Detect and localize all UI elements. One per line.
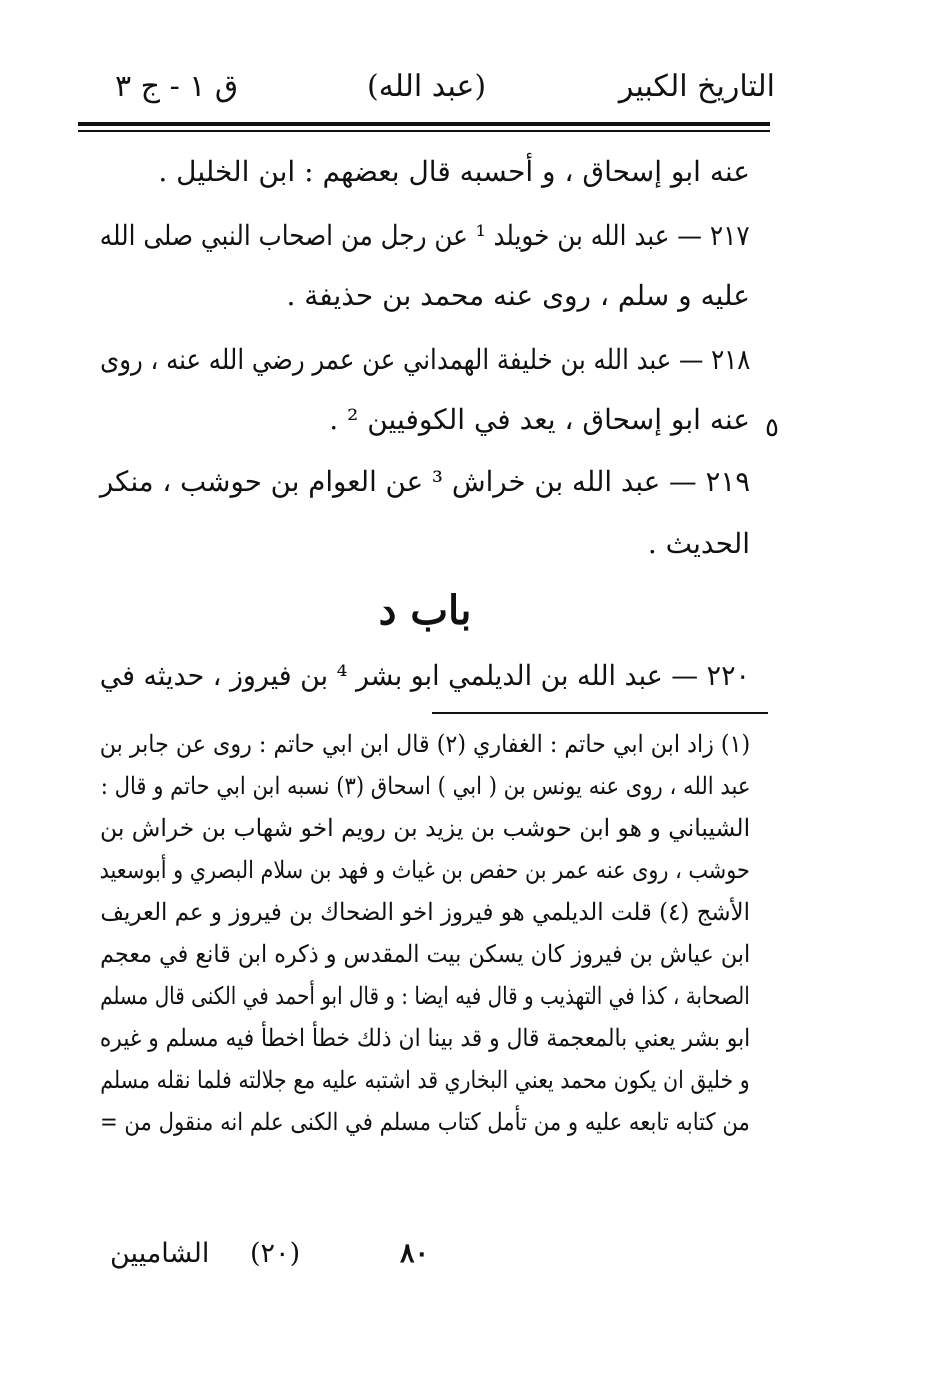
header-volume-ref: ق ١ - ج ٣ — [115, 69, 239, 104]
footnote-line: الأشج (٤) قلت الديلمي هو فيروز اخو الضحاك بن فيروز و عم العريف — [100, 898, 750, 926]
entry-217-line-2: عليه و سلم ، روى عنه محمد بن حذيفة . — [286, 279, 750, 312]
footnote-separator — [432, 712, 768, 714]
entry-217-line-1: ٢١٧ — عبد الله بن خويلد ¹ عن رجل من اصحاب النبي صلى الله — [100, 219, 750, 252]
entry-219-line-2: الحديث . — [647, 527, 750, 560]
footnote-line: من كتابه تابعه عليه و من تأمل كتاب مسلم في الكنى علم انه منقول من = — [100, 1108, 750, 1136]
footnote-line: الصحابة ، كذا في التهذيب و قال فيه ايضا : و قال ابو أحمد في الكنى قال مسلم — [100, 982, 750, 1010]
footnote-line: و خليق ان يكون محمد يعني البخاري قد اشتبه عليه مع جلالته فلما نقله مسلم — [100, 1066, 750, 1094]
page-footer — [110, 1232, 450, 1276]
footnote-line: عبد الله ، روى عنه يونس بن ( ابي ) اسحاق (٣) نسبه ابن ابي حاتم و قال : — [100, 772, 750, 800]
footnote-line: الشيباني و هو ابن حوشب بن يزيد بن رويم اخو شهاب بن خراش بن — [99, 814, 750, 842]
footnote-line: حوشب ، روى عنه عمر بن حفص بن غياث و فهد بن سلام البصري و أبوسعيد — [99, 856, 750, 884]
header-section-name: (عبد الله) — [367, 69, 487, 104]
signature-mark: (٢٠) — [250, 1238, 301, 1269]
header-rule-thick — [78, 122, 770, 126]
header-book-title: التاريخ الكبير — [618, 69, 775, 104]
running-header — [95, 62, 775, 118]
margin-line-number: ٥ — [765, 413, 779, 443]
body-line: عنه ابو إسحاق ، و أحسبه قال بعضهم : ابن الخليل . — [158, 155, 750, 188]
header-rule-thin — [78, 130, 770, 132]
page-number: ٨٠ — [400, 1238, 430, 1269]
entry-219-line-1: ٢١٩ — عبد الله بن خراش ³ عن العوام بن حوشب ، منكر — [99, 465, 750, 498]
footnote-line: ابو بشر يعني بالمعجمة قال و قد بينا ان ذلك خطأ اخطأ فيه مسلم و غيره — [99, 1024, 750, 1052]
footnote-line: ابن عياش بن فيروز كان يسكن بيت المقدس و ذكره ابن قانع في معجم — [100, 940, 750, 968]
signature-label: الشاميين — [110, 1238, 210, 1269]
footnote-line: (١) زاد ابن ابي حاتم : الغفاري (٢) قال ابن ابي حاتم : روى عن جابر بن — [99, 730, 750, 758]
entry-218-line-1: ٢١٨ — عبد الله بن خليفة الهمداني عن عمر رضي الله عنه ، روى — [99, 343, 750, 376]
entry-220-line-1: ٢٢٠ — عبد الله بن الديلمي ابو بشر ⁴ بن فيروز ، حديثه في — [99, 659, 750, 692]
section-heading: باب د — [378, 587, 472, 634]
entry-218-line-2: عنه ابو إسحاق ، يعد في الكوفيين ² . — [329, 403, 750, 436]
